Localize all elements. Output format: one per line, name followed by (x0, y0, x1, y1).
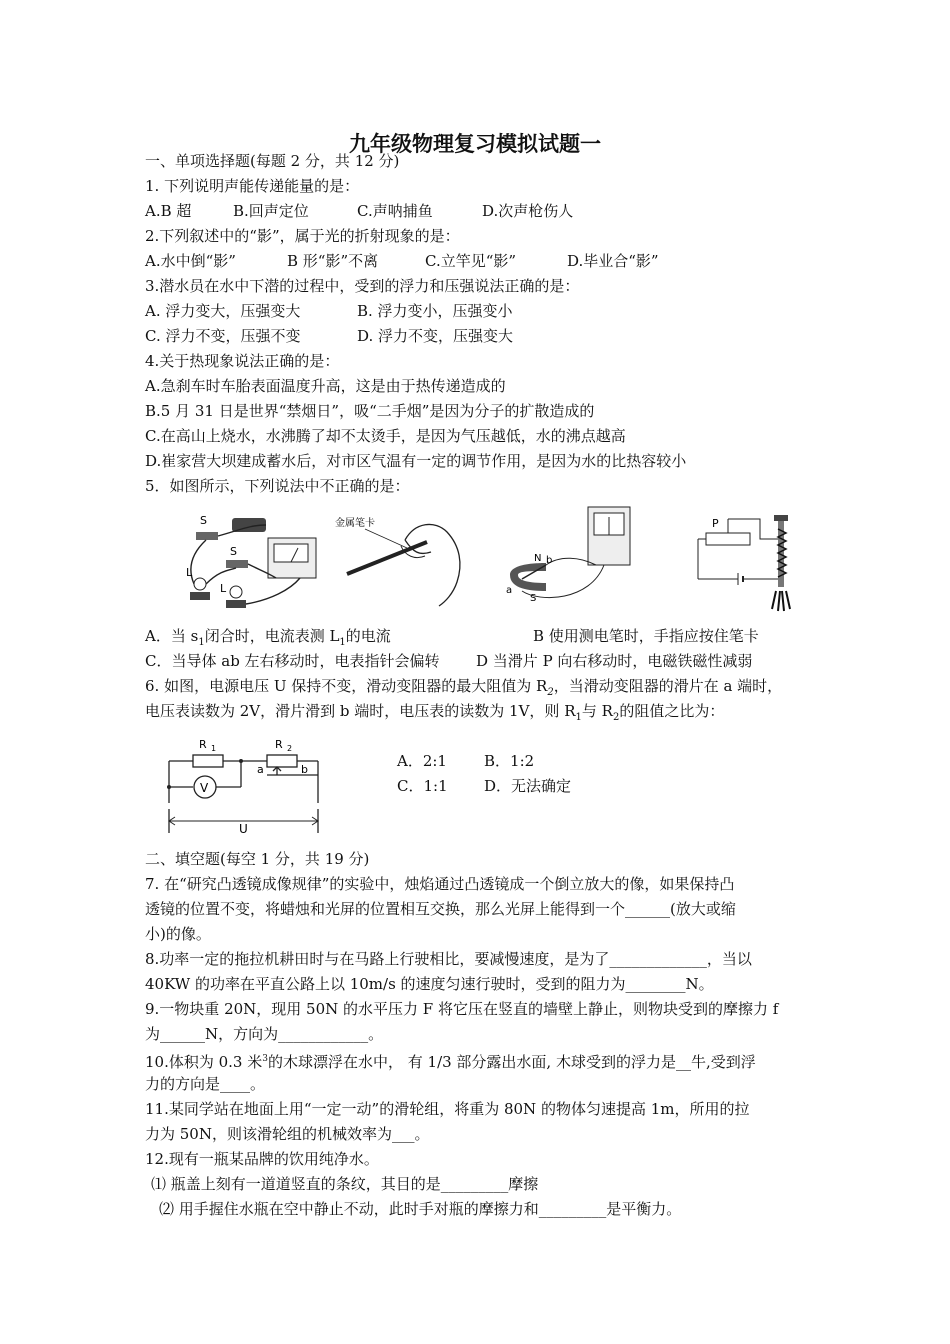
q5-fig-label-a: a (506, 585, 513, 596)
q5-fig-label-s: S (200, 514, 207, 527)
q3-option-a: A. 浮力变大，压强变大 (145, 302, 301, 320)
q6-fig-label-v: V (200, 781, 209, 795)
q5-fig-label-b: b (546, 555, 553, 566)
q8-line-1: 8.功率一定的拖拉机耕田时与在马路上行驶相比，要减慢速度，是为了_____________，当以 (145, 950, 752, 968)
q5-fig-label-card: 金属笔卡 (335, 518, 375, 529)
q5-induction-figure (500, 505, 640, 605)
q5-option-b: B 使用测电笔时，手指应按住笔卡 (533, 627, 759, 645)
q1-stem: 1. 下列说明声能传递能量的是： (145, 177, 360, 195)
svg-text:1: 1 (211, 744, 217, 753)
q10-blank-2[interactable]: ____ (220, 1075, 251, 1093)
q10-blank-1[interactable]: __ (675, 1053, 691, 1071)
q6-option-d: D．无法确定 (484, 777, 572, 795)
q6-option-b: B．1:2 (484, 752, 535, 770)
svg-text:2: 2 (287, 744, 293, 753)
q12-stem: 12.现有一瓶某品牌的饮用纯净水。 (145, 1150, 379, 1168)
q3-stem: 3.潜水员在水中下潜的过程中，受到的浮力和压强说法正确的是： (145, 277, 580, 295)
q6-option-a: A．2:1 (397, 752, 447, 770)
q5-option-d: D 当滑片 P 向右移动时，电磁铁磁性减弱 (476, 652, 753, 670)
q4-stem: 4.关于热现象说法正确的是： (145, 352, 340, 370)
q6-fig-label-r2: R (275, 738, 283, 751)
q5-test-pen-figure (335, 512, 475, 607)
q8-blank-2[interactable]: ________ (625, 975, 686, 993)
q5-fig-label-s1: S (230, 545, 237, 558)
q7-line-2: 透镜的位置不变，将蜡烛和光屏的位置相互交换，那么光屏上能得到一个______(放大或缩 (145, 900, 736, 918)
q6-fig-label-u: U (239, 822, 248, 836)
page-title: 九年级物理复习模拟试题一 (349, 132, 601, 156)
q5-fig-label-s-magnet: S (530, 593, 537, 604)
q7-line-3: 小)的像。 (145, 925, 211, 943)
q1-option-b: B.回声定位 (233, 202, 309, 220)
q5-electromagnet-figure (690, 505, 810, 615)
q7-line-1: 7. 在“研究凸透镜成像规律”的实验中，烛焰通过凸透镜成一个倒立放大的像，如果保持凸 (145, 875, 735, 893)
q2-option-b: B 形“影”不离 (287, 252, 379, 270)
q5-fig-label-p: P (712, 517, 719, 530)
q5-fig-label-n: N (534, 553, 542, 564)
q9-line-1: 9.一物块重 20N，现用 50N 的水平压力 F 将它压在竖直的墙壁上静止，则物块受到的摩擦力 f (145, 1000, 779, 1018)
q6-circuit-figure (163, 735, 328, 840)
q4-option-b: B.5 月 31 日是世界“禁烟日”，吸“二手烟”是因为分子的扩散造成的 (145, 402, 595, 420)
q5-fig-label-l1: L (186, 566, 193, 579)
q3-option-d: D. 浮力不变，压强变大 (357, 327, 514, 345)
q6-option-c: C．1:1 (397, 777, 448, 795)
q4-option-a: A.急刹车时车胎表面温度升高，这是由于热传递造成的 (145, 377, 506, 395)
q2-option-a: A.水中倒“影” (145, 252, 236, 270)
q12-part-1: ⑴ 瓶盖上刻有一道道竖直的条纹，其目的是_________摩擦 (151, 1175, 539, 1193)
q12-blank-2[interactable]: _________ (538, 1200, 607, 1218)
q2-option-d: D.毕业合“影” (567, 252, 659, 270)
q5-stem: 5．如图所示，下列说法中不正确的是： (145, 477, 410, 495)
q1-option-d: D.次声枪伤人 (482, 202, 574, 220)
q5-circuit-figure (180, 510, 330, 610)
q10-line-2: 力的方向是____。 (145, 1075, 266, 1093)
q2-option-c: C.立竿见“影” (425, 252, 517, 270)
q5-option-c: C．当导体 ab 左右移动时，电表指针会偏转 (145, 652, 440, 670)
q11-line-1: 11.某同学站在地面上用“一定一动”的滑轮组，将重为 80N 的物体匀速提高 1m，所用的拉 (145, 1100, 750, 1118)
q10-line-1: 10.体积为 0.3 米$^3$的木球漂浮在水中， 有 1/3 部分露出水面, 木球受到的浮力是__牛,受到浮 (145, 1053, 756, 1071)
q6-fig-label-a: a (257, 763, 264, 776)
q5-option-a: A．当 $s_1$闭合时，电流表测 $L_1$的电流 (145, 627, 391, 648)
q9-blank-1[interactable]: ______ (160, 1025, 206, 1043)
q9-line-2: 为______N，方向为____________。 (145, 1025, 384, 1043)
q8-line-2: 40KW 的功率在平直公路上以 10m/s 的速度匀速行驶时，受到的阻力为________N。 (145, 975, 714, 993)
q1-option-c: C.声呐捕鱼 (357, 202, 433, 220)
q3-option-c: C. 浮力不变，压强不变 (145, 327, 301, 345)
q12-part-2: ⑵ 用手握住水瓶在空中静止不动，此时手对瓶的摩擦力和_________是平衡力。 (159, 1200, 682, 1218)
q7-blank[interactable]: ______ (625, 900, 671, 918)
q9-blank-2[interactable]: ____________ (278, 1025, 369, 1043)
q6-line-1: 6. 如图，电源电压 U 保持不变，滑动变阻器的最大阻值为 $R_2$，当滑动变阻器的滑片在 a 端时， (145, 677, 783, 698)
q6-fig-label-b: b (301, 763, 308, 776)
q8-blank-1[interactable]: _____________ (609, 950, 707, 968)
q12-blank-1[interactable]: _________ (440, 1175, 509, 1193)
q11-line-2: 力为 50N，则该滑轮组的机械效率为___。 (145, 1125, 430, 1143)
q3-option-b: B. 浮力变小，压强变小 (357, 302, 513, 320)
section-1-heading: 一、单项选择题(每题 2 分，共 12 分) (145, 152, 400, 170)
q6-fig-label-r1: R (199, 738, 207, 751)
q11-blank[interactable]: ___ (391, 1125, 415, 1143)
q5-fig-label-l2: L (220, 582, 227, 595)
q2-stem: 2.下列叙述中的“影”，属于光的折射现象的是： (145, 227, 460, 245)
q1-option-a: A.B 超 (145, 202, 192, 220)
section-2-heading: 二、填空题(每空 1 分，共 19 分) (145, 850, 370, 868)
q4-option-d: D.崔家营大坝建成蓄水后，对市区气温有一定的调节作用，是因为水的比热容较小 (145, 452, 687, 470)
q6-line-2: 电压表读数为 2V，滑片滑到 b 端时，电压表的读数为 1V，则 $R_1$与 $R_2$的阻值之比为： (145, 702, 725, 723)
q4-option-c: C.在高山上烧水，水沸腾了却不太烫手，是因为气压越低，水的沸点越高 (145, 427, 626, 445)
